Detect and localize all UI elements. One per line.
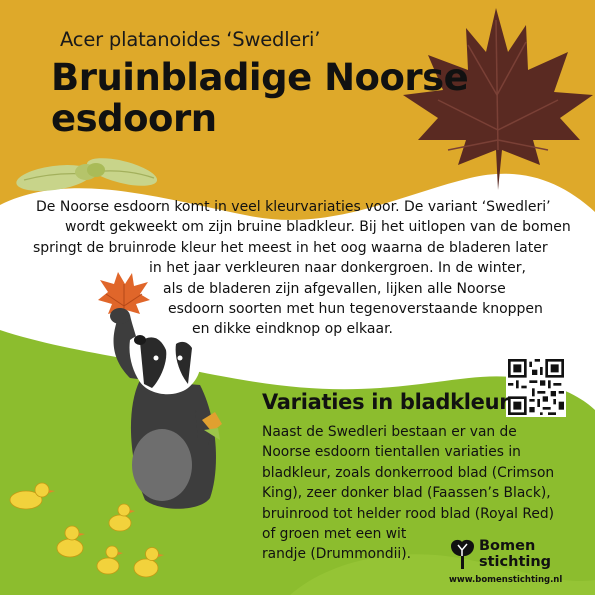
section-title: Variaties in bladkleur: [262, 390, 510, 414]
duckling-icon: [4, 478, 179, 593]
maple-seed-icon: [14, 150, 164, 200]
section-line: King), zeer donker blad (Faassen’s Black),: [262, 485, 551, 502]
logo-name: [479, 538, 551, 570]
species-subtitle: Acer platanoides ‘Swedleri’: [60, 28, 321, 51]
intro-line: springt de bruinrode kleur het meest in het oog waarna de bladeren later: [33, 239, 548, 256]
section-line: bruinrood tot helder rood blad (Royal Red): [262, 505, 554, 522]
section-line: Naast de Swedleri bestaan er van de: [262, 424, 517, 440]
intro-paragraph: [14, 197, 582, 340]
bomenstichting-logo[interactable]: [449, 538, 589, 590]
intro-line: wordt gekweekt om zijn bruine bladkleur. Bij het uitlopen van de bomen: [65, 219, 571, 236]
website-link[interactable]: www.bomenstichting.nl: [449, 575, 563, 585]
page-title: [51, 57, 531, 139]
qr-code-icon[interactable]: [506, 357, 566, 417]
intro-line: in het jaar verkleuren naar donkergroen. In de winter,: [149, 260, 526, 277]
section-line: bladkleur, zoals donkerrood blad (Crimson: [262, 464, 555, 481]
intro-line: en dikke eindknop op elkaar.: [192, 321, 393, 338]
intro-line: De Noorse esdoorn komt in veel kleurvariaties voor. De variant ‘Swedleri’: [36, 199, 551, 215]
logo-name-line-2: stichting: [479, 554, 552, 570]
intro-line: als de bladeren zijn afgevallen, lijken alle Noorse: [163, 280, 506, 297]
title-line-1: Bruinbladige Noorse: [51, 56, 469, 99]
logo-name-line-1: Bomen: [479, 538, 536, 554]
intro-line: esdoorn soorten met hun tegenoverstaande knoppen: [168, 301, 543, 318]
section-line: of groen met een wit: [262, 526, 407, 543]
title-line-2: esdoorn: [51, 97, 217, 140]
section-line: Noorse esdoorn tientallen variaties in: [262, 444, 521, 461]
section-line: randje (Drummondii).: [262, 546, 412, 563]
tree-logo-icon: [449, 538, 476, 570]
